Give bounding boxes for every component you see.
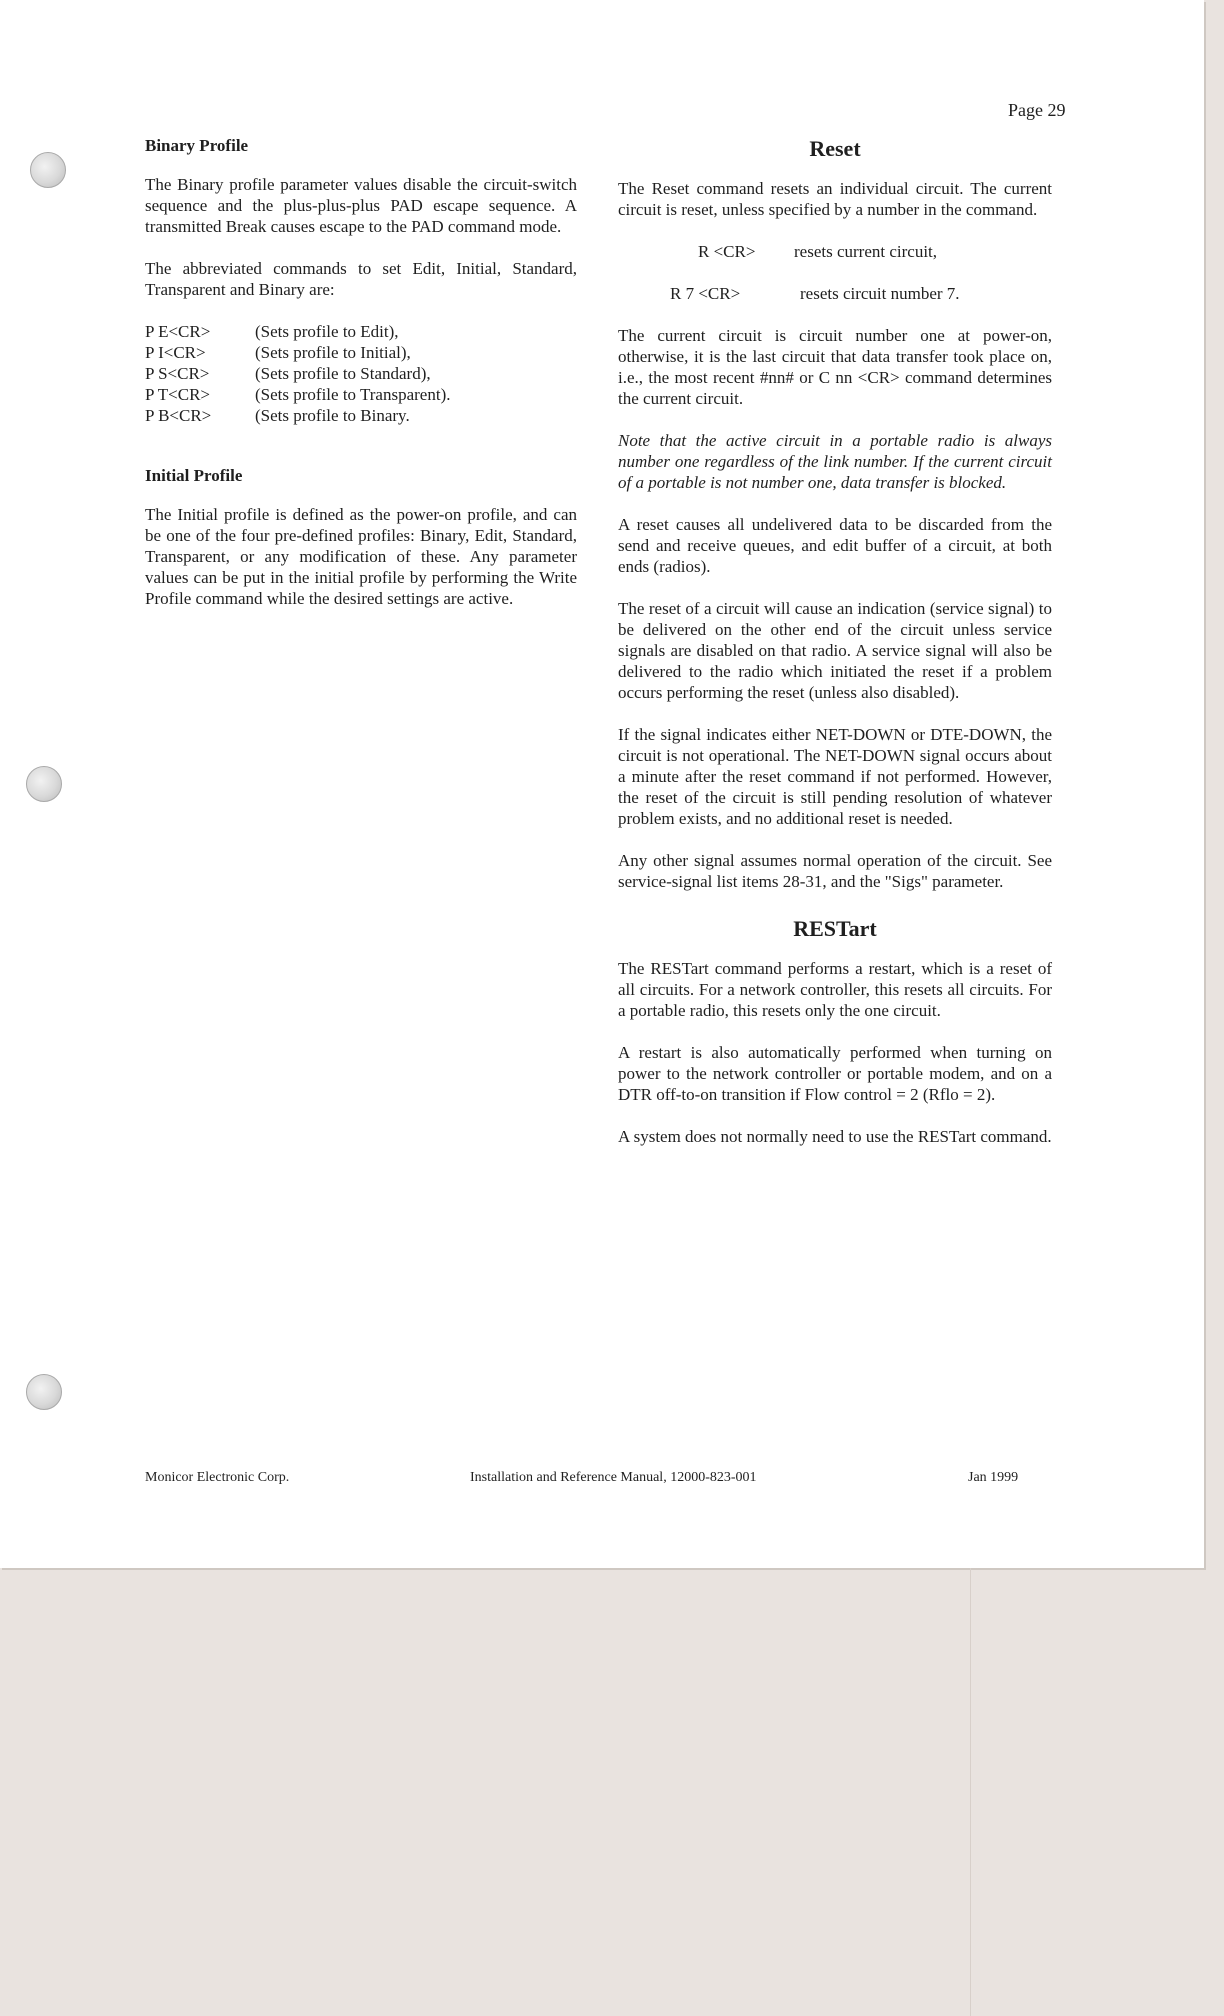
reset-paragraph-5: If the signal indicates either NET-DOWN or DTE-DOWN, the circuit is not operational. The NET-DOWN signal occurs about a minute after the reset command if not performed. However, the reset of the circuit is still pending resolution of whatever problem exists, and no additional reset is needed. [618,725,1052,828]
example-code: R 7 <CR> [670,284,741,303]
initial-profile-heading: Initial Profile [145,466,243,485]
command-row [145,321,577,342]
restart-heading: RESTart [793,916,877,941]
binder-hole-icon [30,152,66,188]
restart-paragraph-3: A system does not normally need to use the RESTart command. [618,1127,1052,1146]
reset-heading: Reset [809,136,861,161]
command-code: P T<CR> [145,385,211,404]
footer-date: Jan 1999 [968,1470,1019,1485]
page-number: Page 29 [1008,100,1066,120]
footer-company: Monicor Electronic Corp. [145,1470,290,1485]
command-row [145,405,577,426]
example-code: R <CR> [698,242,756,261]
reset-example [618,241,1052,262]
reset-paragraph-3: A reset causes all undelivered data to be discarded from the send and receive queues, and edit buffer of a circuit, at both ends (radios). [618,515,1052,576]
abbreviated-commands-intro: The abbreviated commands to set Edit, Initial, Standard, Transparent and Binary are: [145,259,577,299]
command-code: P E<CR> [145,322,211,341]
example-description: resets circuit number 7. [800,284,960,303]
restart-paragraph-2: A restart is also automatically performed when turning on power to the network controller or portable modem, and on a DTR off-to-on transition if Flow control = 2 (Rflo = 2). [618,1043,1052,1104]
command-description: (Sets profile to Initial), [255,343,411,362]
background-seam [970,1568,971,2016]
profile-command-list [145,321,577,426]
reset-note: Note that the active circuit in a portable radio is always number one regardless of the link number. If the current circuit of a portable is not number one, data transfer is blocked. [618,431,1052,492]
command-code: P S<CR> [145,364,210,383]
reset-paragraph-2: The current circuit is circuit number one at power-on, otherwise, it is the last circuit that data transfer took place on, i.e., the most recent #nn# or C nn <CR> command determines the current circuit. [618,326,1052,408]
binder-hole-icon [26,766,62,802]
command-description: (Sets profile to Transparent). [255,385,451,404]
binder-hole-icon [26,1374,62,1410]
command-description: (Sets profile to Binary. [255,406,410,425]
example-description: resets current circuit, [794,242,938,261]
command-row [145,342,577,363]
command-description: (Sets profile to Edit), [255,322,399,341]
command-code: P I<CR> [145,343,206,362]
command-row [145,384,577,405]
right-column [618,136,1052,1168]
command-description: (Sets profile to Standard), [255,364,431,383]
initial-profile-paragraph: The Initial profile is defined as the power-on profile, and can be one of the four pre-defined profiles: Binary, Edit, Standard, Transparent, or any modification of these. Any parameter values can be put in the initial profile by performing the Write Profile command while the desired settings are active. [145,505,577,608]
restart-paragraph-1: The RESTart command performs a restart, which is a reset of all circuits. For a network controller, this resets all circuits. For a portable radio, this resets only the one circuit. [618,959,1052,1020]
reset-example [618,283,1052,304]
reset-paragraph-6: Any other signal assumes normal operation of the circuit. See service-signal list items 28-31, and the "Sigs" parameter. [618,851,1052,891]
command-code: P B<CR> [145,406,212,425]
command-row [145,363,577,384]
footer-manual-title: Installation and Reference Manual, 12000-823-001 [470,1470,757,1485]
binary-profile-heading: Binary Profile [145,136,249,155]
left-column [145,136,577,630]
reset-paragraph-4: The reset of a circuit will cause an indication (service signal) to be delivered on the other end of the circuit unless service signals are disabled on that radio. A service signal will also be delivered to the radio which initiated the reset if a problem occurs performing the reset (unless also disabled). [618,599,1052,702]
binary-profile-paragraph: The Binary profile parameter values disable the circuit-switch sequence and the plus-plus-plus PAD escape sequence. A transmitted Break causes escape to the PAD command mode. [145,175,577,236]
reset-paragraph-1: The Reset command resets an individual circuit. The current circuit is reset, unless specified by a number in the command. [618,179,1052,219]
